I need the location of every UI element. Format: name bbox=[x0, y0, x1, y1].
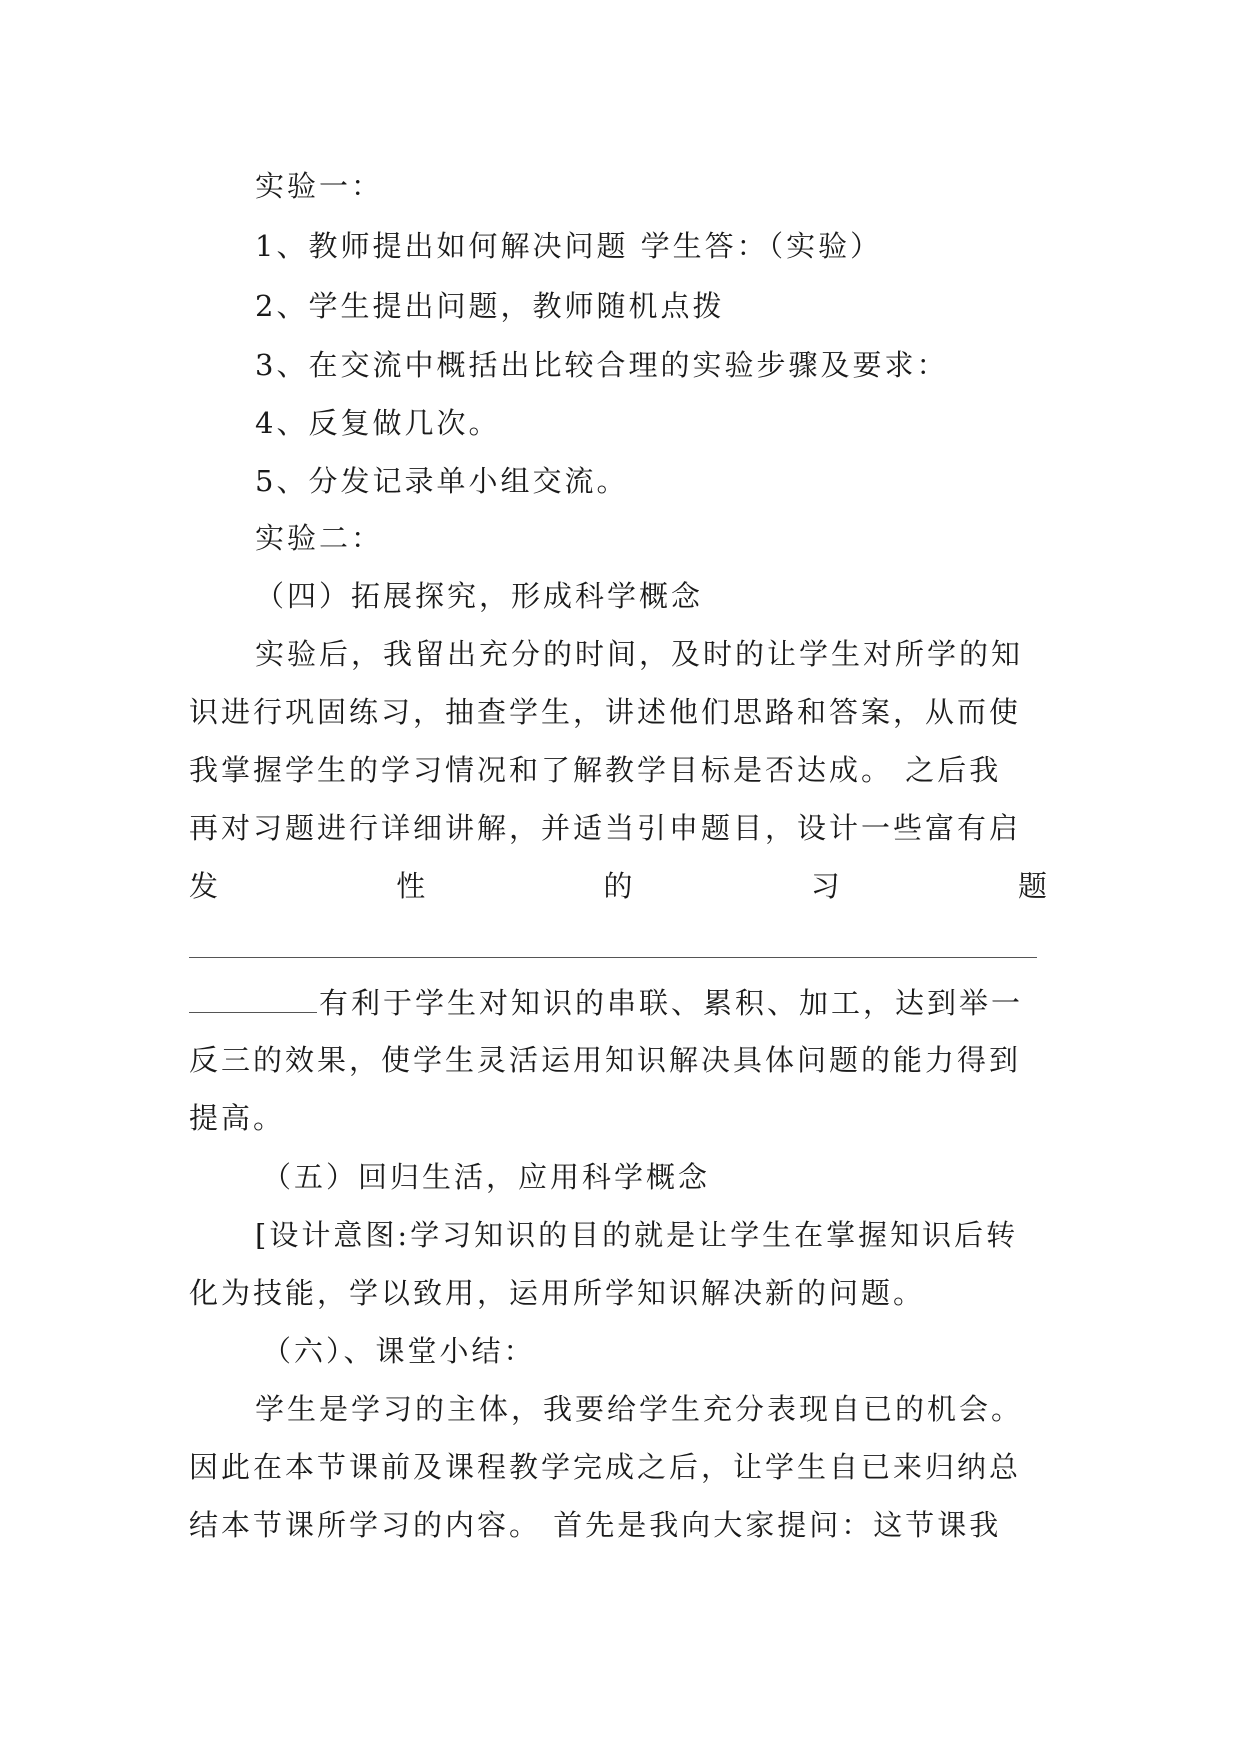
paragraph-line: 4、反复做几次。 bbox=[255, 406, 501, 440]
paragraph-line: 实验后，我留出充分的时间，及时的让学生对所学的知 bbox=[255, 637, 1024, 671]
paragraph-line: 实验二： bbox=[255, 521, 384, 555]
paragraph-text: 有利于学生对知识的串联、累积、加工，达到举一 bbox=[319, 986, 1024, 1020]
spread-char: 发 bbox=[189, 869, 219, 903]
spread-char: 题 bbox=[1017, 869, 1047, 903]
spread-char: 习 bbox=[810, 869, 840, 903]
spread-line bbox=[189, 866, 1047, 906]
spread-char: 的 bbox=[603, 869, 633, 903]
paragraph-line: 1、教师提出如何解决问题 学生答：（实验） bbox=[255, 229, 883, 263]
fill-in-blank-rule bbox=[189, 957, 1037, 958]
section-heading: （五）回归生活，应用科学概念 bbox=[262, 1160, 711, 1194]
section-heading: （四）拓展探究，形成科学概念 bbox=[255, 579, 704, 613]
paragraph-line: 5、分发记录单小组交流。 bbox=[255, 464, 629, 498]
section-heading: （六）、课堂小结： bbox=[262, 1334, 536, 1368]
paragraph-line: 结本节课所学习的内容。 首先是我向大家提问：这节课我 bbox=[189, 1508, 1002, 1542]
paragraph-line: 再对习题进行详细讲解，并适当引申题目，设计一些富有启 bbox=[189, 811, 1022, 845]
spread-char: 性 bbox=[396, 869, 426, 903]
paragraph-line: 因此在本节课前及课程教学完成之后，让学生自已来归纳总 bbox=[189, 1450, 1022, 1484]
paragraph-line: 3、在交流中概括出比较合理的实验步骤及要求： bbox=[255, 348, 949, 382]
fill-in-blank bbox=[189, 982, 317, 1013]
paragraph-line: [设计意图:学习知识的目的就是让学生在掌握知识后转 bbox=[255, 1218, 1019, 1252]
paragraph-line: 识进行巩固练习，抽查学生，讲述他们思路和答案，从而使 bbox=[189, 695, 1022, 729]
paragraph-line: 提高。 bbox=[189, 1101, 286, 1135]
paragraph-line: 我掌握学生的学习情况和了解教学目标是否达成。 之后我 bbox=[189, 753, 1002, 787]
paragraph-line: 反三的效果，使学生灵活运用知识解决具体问题的能力得到 bbox=[189, 1043, 1022, 1077]
paragraph-line: 2、学生提出问题，教师随机点拨 bbox=[255, 289, 725, 323]
paragraph-line bbox=[189, 982, 1049, 1022]
paragraph-line: 化为技能，学以致用，运用所学知识解决新的问题。 bbox=[189, 1276, 926, 1310]
paragraph-line: 实验一： bbox=[255, 169, 384, 203]
paragraph-line: 学生是学习的主体，我要给学生充分表现自已的机会。 bbox=[255, 1392, 1024, 1426]
